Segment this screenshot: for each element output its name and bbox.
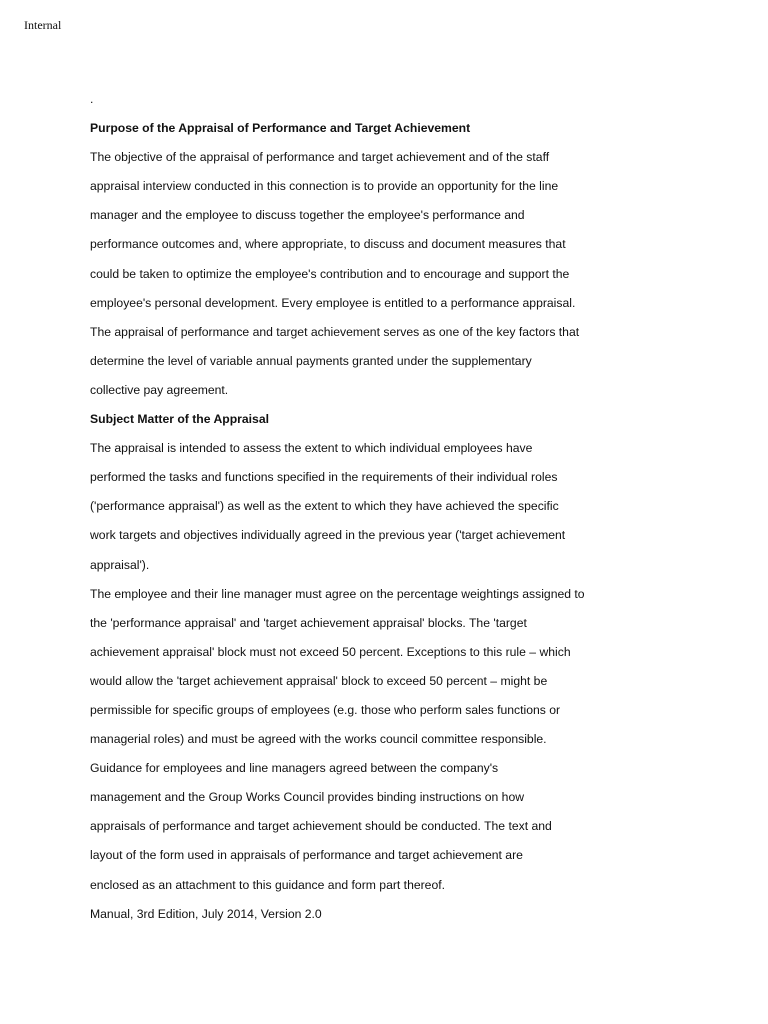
document-line: management and the Group Works Council provides binding instructions on how	[90, 790, 525, 805]
classification-label: Internal	[24, 18, 62, 32]
document-line: managerial roles) and must be agreed with the works council committee responsible.	[90, 732, 547, 747]
document-line: performed the tasks and functions specified in the requirements of their individual roles	[90, 470, 558, 485]
document-line: The objective of the appraisal of performance and target achievement and of the staff	[90, 150, 550, 165]
document-line: ('performance appraisal') as well as the extent to which they have achieved the specific	[90, 499, 559, 514]
document-line: achievement appraisal' block must not exceed 50 percent. Exceptions to this rule – which	[90, 644, 571, 659]
document-line: determine the level of variable annual payments granted under the supplementary	[90, 353, 532, 368]
document-line: collective pay agreement.	[90, 382, 229, 397]
document-line: The employee and their line manager must agree on the percentage weightings assigned to	[90, 586, 585, 601]
document-body	[90, 85, 610, 929]
document-line: permissible for specific groups of employees (e.g. those who perform sales functions or	[90, 702, 561, 717]
section-heading-subject-matter: Subject Matter of the Appraisal	[90, 412, 270, 427]
document-line: the 'performance appraisal' and 'target achievement appraisal' blocks. The 'target	[90, 615, 527, 630]
document-line: would allow the 'target achievement appraisal' block to exceed 50 percent – might be	[90, 673, 548, 688]
document-line: layout of the form used in appraisals of performance and target achievement are	[90, 848, 523, 863]
document-line: enclosed as an attachment to this guidance and form part thereof.	[90, 877, 446, 892]
document-line: could be taken to optimize the employee's contribution and to encourage and support the	[90, 266, 570, 281]
document-line: .	[90, 92, 94, 106]
document-line: The appraisal of performance and target achievement serves as one of the key factors that	[90, 324, 580, 339]
document-line: The appraisal is intended to assess the extent to which individual employees have	[90, 441, 533, 456]
document-line: Guidance for employees and line managers agreed between the company's	[90, 761, 499, 776]
document-line: performance outcomes and, where appropriate, to discuss and document measures that	[90, 237, 566, 252]
document-line: employee's personal development. Every employee is entitled to a performance appraisal.	[90, 295, 576, 310]
document-line: appraisals of performance and target achievement should be conducted. The text and	[90, 819, 552, 834]
document-line: work targets and objectives individually agreed in the previous year ('target achievement	[90, 528, 566, 543]
document-line: appraisal interview conducted in this connection is to provide an opportunity for the line	[90, 179, 559, 194]
document-footer-edition: Manual, 3rd Edition, July 2014, Version 2.0	[90, 906, 322, 921]
section-heading-purpose: Purpose of the Appraisal of Performance and Target Achievement	[90, 121, 471, 136]
document-line: appraisal').	[90, 557, 150, 572]
document-line: manager and the employee to discuss together the employee's performance and	[90, 208, 525, 223]
